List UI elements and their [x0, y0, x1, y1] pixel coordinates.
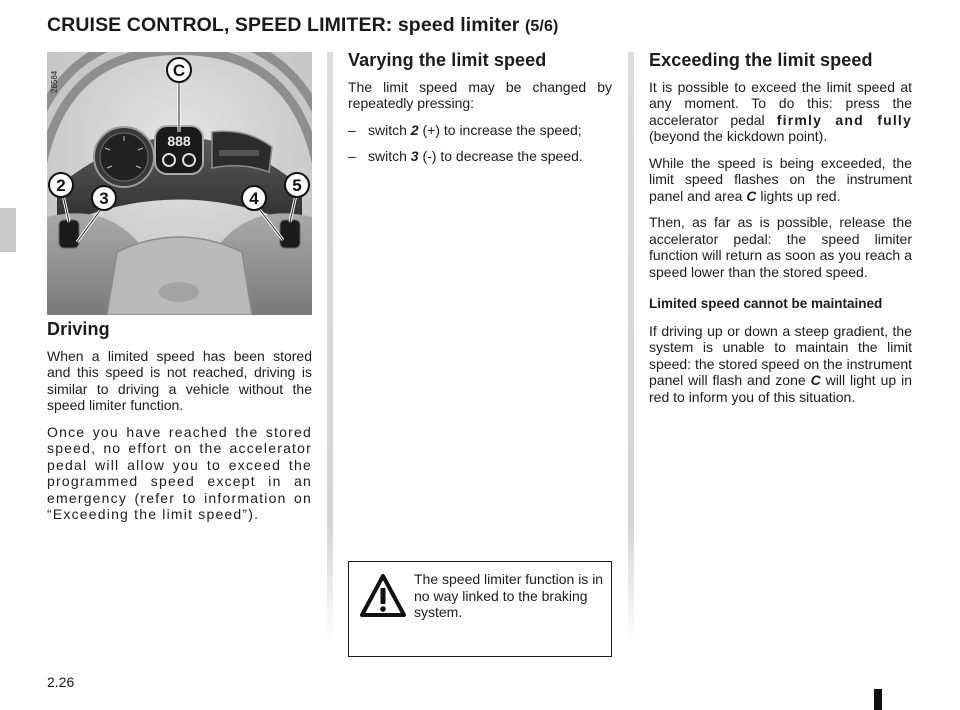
- section-exceeding-limit-speed: [649, 52, 912, 415]
- corner-mark: [874, 689, 882, 710]
- display-digits: 888: [167, 133, 191, 149]
- heading-varying-limit-speed: Varying the limit speed: [348, 50, 547, 70]
- page-title-main: CRUISE CONTROL, SPEED LIMITER: speed limiter: [47, 14, 520, 36]
- warning-box: [348, 561, 612, 657]
- steering-wheel-illustration: [47, 52, 312, 315]
- section-varying-limit-speed: [348, 52, 612, 175]
- section-driving: [47, 321, 312, 533]
- callout-3: 3: [99, 189, 109, 208]
- heading-driving: Driving: [47, 319, 110, 339]
- list-item: [348, 148, 612, 165]
- figure-reference-code: 28584: [50, 70, 59, 93]
- list-item: [348, 122, 612, 139]
- bullet-text: switch 2 (+) to increase the speed;: [368, 121, 582, 138]
- bullet-text: switch 3 (-) to decrease the speed.: [368, 148, 583, 164]
- bullet-dash: –: [348, 148, 356, 164]
- column-divider-left: [327, 52, 333, 642]
- callout-4: 4: [249, 189, 259, 208]
- exceeding-paragraph-3: Then, as far as is possible, release the accelerator pedal: the speed limiter function will return as soon as you reach a speed lower than the stored speed.: [649, 214, 912, 280]
- driving-paragraph-2: Once you have reached the stored speed, no effort on the accelerator pedal will allow you to exceed the programmed speed except in an emergency (refer to information on “Exceeding the limit speed”).: [47, 423, 312, 522]
- bullet-dash: –: [348, 121, 356, 138]
- page-title: [47, 14, 558, 37]
- exceeding-paragraph-4: If driving up or down a steep gradient, the system is unable to maintain the limit speed: the stored speed on the instrument panel will flash and zone C will light up in red to inform you of this situation.: [649, 322, 912, 405]
- callout-c: C: [172, 61, 186, 80]
- callout-2: 2: [56, 176, 66, 195]
- warning-text: The speed limiter function is in no way linked to the braking system.: [414, 571, 604, 620]
- heading-exceeding-limit-speed: Exceeding the limit speed: [649, 50, 873, 70]
- exceeding-paragraph-2: While the speed is being exceeded, the limit speed flashes on the instrument panel and area C lights up red.: [649, 154, 912, 204]
- warning-triangle-icon: [359, 572, 407, 620]
- column-divider-right: [628, 52, 634, 642]
- section-tab: [0, 208, 16, 252]
- page-number: 2.26: [47, 674, 75, 690]
- page-title-part: (5/6): [525, 18, 559, 35]
- subheading-limited-speed: Limited speed cannot be maintained: [649, 296, 883, 311]
- driving-paragraph-1: When a limited speed has been stored and this speed is not reached, driving is similar to driving a vehicle without the speed limiter function.: [47, 347, 312, 413]
- callout-5: 5: [292, 176, 302, 195]
- varying-intro: The limit speed may be changed by repeatedly pressing:: [348, 78, 612, 111]
- exceeding-paragraph-1: It is possible to exceed the limit speed at any moment. To do this: press the accelerator pedal firmly and fully (beyond the kickdown point).: [649, 78, 912, 144]
